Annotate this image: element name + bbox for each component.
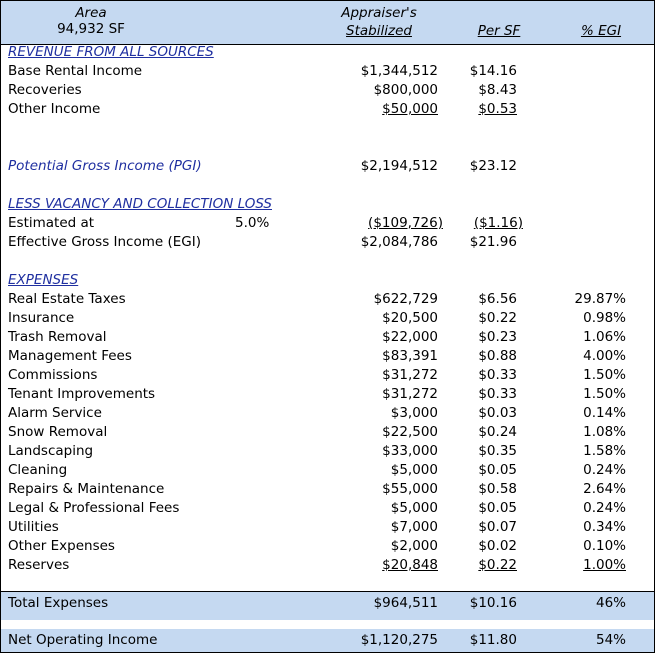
noi-psf: $11.80 (469, 632, 517, 648)
expense-row-amount: $55,000 (382, 481, 438, 497)
expense-row-psf: $0.58 (478, 481, 517, 497)
revenue-row-amount: $50,000 (382, 101, 438, 117)
egi-label: Effective Gross Income (EGI) (8, 234, 201, 250)
expense-row-psf: $0.24 (478, 424, 517, 440)
expense-row-amount: $22,000 (382, 329, 438, 345)
expense-row-egi: 0.14% (583, 405, 626, 421)
expense-row-label: Landscaping (8, 443, 94, 459)
expense-row-label: Legal & Professional Fees (8, 500, 180, 516)
expense-row-label: Alarm Service (8, 405, 102, 421)
expense-row-egi: 29.87% (574, 291, 626, 307)
expense-row-label: Snow Removal (8, 424, 108, 440)
expense-row-label: Tenant Improvements (8, 386, 156, 402)
expense-row-egi: 0.24% (583, 500, 626, 516)
vacancy-psf: ($1.16) (473, 215, 523, 231)
expense-row-egi: 1.08% (583, 424, 626, 440)
expense-row-psf: $0.07 (478, 519, 517, 535)
expense-row-psf: $0.02 (478, 538, 517, 554)
egi-header: % EGI (580, 23, 622, 39)
expense-row-label: Repairs & Maintenance (8, 481, 165, 497)
area-value: 94,932 SF (57, 21, 125, 37)
egi-psf: $21.96 (469, 234, 517, 250)
vacancy-amount: ($109,726) (368, 215, 443, 231)
revenue-row-psf: $14.16 (469, 63, 517, 79)
expense-row-psf: $0.22 (478, 310, 517, 326)
total-expenses-egi: 46% (595, 595, 626, 611)
expense-row-psf: $0.03 (478, 405, 517, 421)
expense-row-amount: $2,000 (390, 538, 438, 554)
vacancy-rate: 5.0% (235, 215, 270, 231)
expense-row-amount: $22,500 (382, 424, 438, 440)
expense-row-egi: 1.50% (583, 386, 626, 402)
expense-row-psf: $0.05 (478, 500, 517, 516)
expense-row-label: Utilities (8, 519, 59, 535)
revenue-row-label: Recoveries (8, 82, 82, 98)
pgi-label: Potential Gross Income (PGI) (8, 158, 202, 174)
expense-row-egi: 1.50% (583, 367, 626, 383)
total-expenses-amount: $964,511 (373, 595, 438, 611)
expense-row-psf: $6.56 (478, 291, 517, 307)
expense-row-amount: $31,272 (382, 386, 438, 402)
expense-row-label: Insurance (8, 310, 75, 326)
total-expenses-label: Total Expenses (8, 595, 109, 611)
expense-row-psf: $0.22 (478, 557, 517, 573)
expense-row-amount: $33,000 (382, 443, 438, 459)
expense-row-amount: $3,000 (390, 405, 438, 421)
expense-row-psf: $0.35 (478, 443, 517, 459)
expense-row-egi: 1.06% (583, 329, 626, 345)
expense-row-psf: $0.33 (478, 367, 517, 383)
expense-row-amount: $7,000 (390, 519, 438, 535)
revenue-row-psf: $0.53 (478, 101, 517, 117)
amount-header-line2: Stabilized (346, 23, 412, 39)
expense-row-label: Commissions (8, 367, 98, 383)
expense-row-amount: $5,000 (390, 462, 438, 478)
expense-row-egi: 0.24% (583, 462, 626, 478)
expense-row-amount: $20,848 (382, 557, 438, 573)
expense-row-amount: $20,500 (382, 310, 438, 326)
expense-row-amount: $83,391 (382, 348, 438, 364)
egi-amount: $2,084,786 (360, 234, 438, 250)
total-expenses-psf: $10.16 (469, 595, 517, 611)
expense-row-egi: 1.58% (583, 443, 626, 459)
revenue-row-amount: $800,000 (373, 82, 438, 98)
revenue-row-amount: $1,344,512 (360, 63, 438, 79)
expense-row-egi: 0.10% (583, 538, 626, 554)
revenue-row-psf: $8.43 (478, 82, 517, 98)
area-header-label: Area (75, 5, 107, 21)
expense-row-psf: $0.05 (478, 462, 517, 478)
vacancy-estimated-label: Estimated at (8, 215, 95, 231)
expense-row-egi: 4.00% (583, 348, 626, 364)
pgi-amount: $2,194,512 (360, 158, 438, 174)
amount-header-line1: Appraiser's (341, 5, 417, 21)
noi-egi: 54% (595, 632, 626, 648)
expense-row-egi: 0.34% (583, 519, 626, 535)
expense-row-label: Cleaning (8, 462, 68, 478)
expense-row-amount: $622,729 (373, 291, 438, 307)
revenue-row-label: Base Rental Income (8, 63, 143, 79)
expense-row-psf: $0.88 (478, 348, 517, 364)
expenses-section-title: EXPENSES (8, 272, 79, 288)
noi-label: Net Operating Income (8, 632, 158, 648)
expense-row-egi: 0.98% (583, 310, 626, 326)
expense-row-egi: 2.64% (583, 481, 626, 497)
revenue-section-title: REVENUE FROM ALL SOURCES (8, 44, 214, 60)
expense-row-label: Real Estate Taxes (8, 291, 126, 307)
expense-row-psf: $0.23 (478, 329, 517, 345)
noi-amount: $1,120,275 (360, 632, 438, 648)
expense-row-label: Reserves (8, 557, 70, 573)
expense-row-egi: 1.00% (583, 557, 626, 573)
psf-header: Per SF (477, 23, 521, 39)
expense-row-label: Trash Removal (8, 329, 107, 345)
revenue-row-label: Other Income (8, 101, 101, 117)
expense-row-psf: $0.33 (478, 386, 517, 402)
expense-row-label: Other Expenses (8, 538, 115, 554)
expense-row-label: Management Fees (8, 348, 132, 364)
expense-row-amount: $5,000 (390, 500, 438, 516)
pgi-psf: $23.12 (469, 158, 517, 174)
expense-row-amount: $31,272 (382, 367, 438, 383)
vacancy-section-title: LESS VACANCY AND COLLECTION LOSS (8, 196, 272, 212)
